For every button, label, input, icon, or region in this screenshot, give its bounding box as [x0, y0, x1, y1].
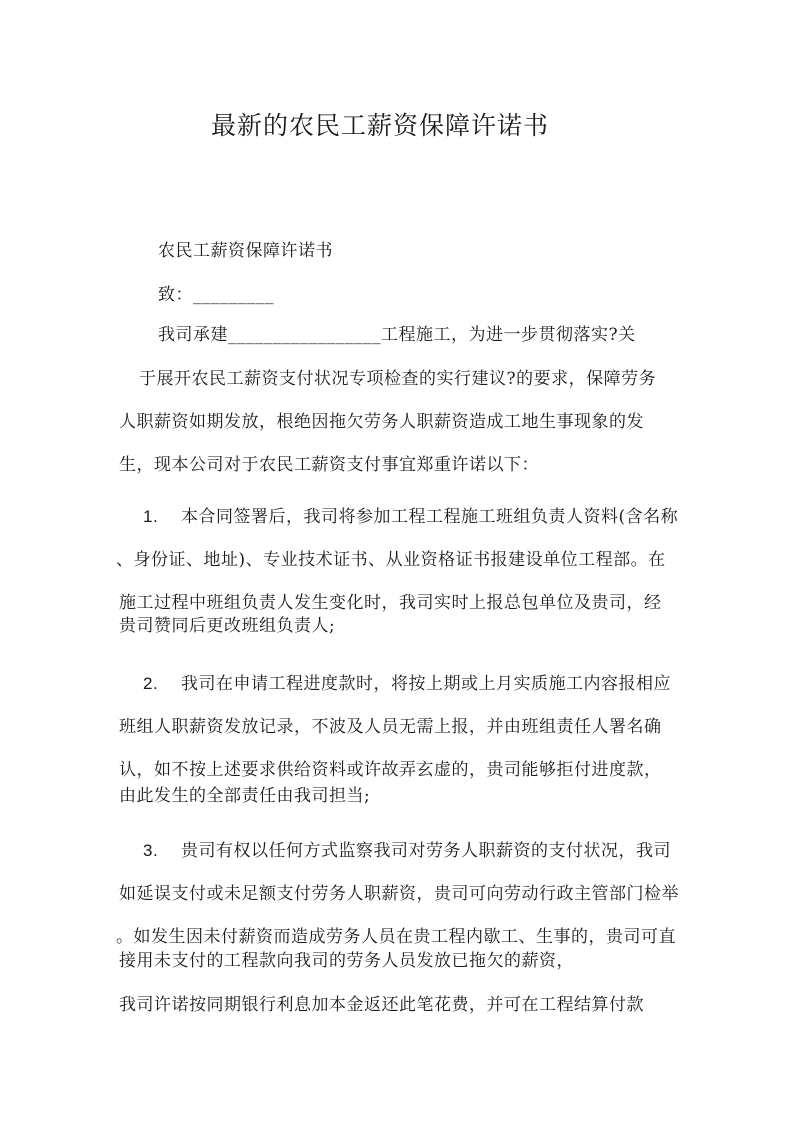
item-2-first-line	[143, 669, 671, 694]
item-3-line-4: 接用未支付的工程款向我司的劳务人员发放已拖欠的薪资，	[119, 951, 574, 971]
addressee-line: 致：_________	[158, 285, 274, 305]
intro-line-4: 生，现本公司对于农民工薪资支付事宜郑重许诺以下：	[119, 455, 539, 475]
document-title: 最新的农民工薪资保障许诺书	[210, 111, 549, 140]
item-1-number: 1.	[143, 507, 159, 526]
item-1-first-line	[143, 502, 678, 527]
intro-line-2: 于展开农民工薪资支付状况专项检查的实行建议?的要求，保障劳务	[139, 369, 657, 389]
item-3-first-line	[143, 836, 671, 861]
item-2-number: 2.	[143, 674, 159, 693]
item-2-line-1: 我司在申请工程进度款时，将按上期或上月实质施工内容报相应	[181, 674, 671, 694]
closing-line: 我司许诺按同期银行利息加本金返还此笔花费，并可在工程结算付款	[119, 995, 644, 1015]
item-1-line-4: 贵司赞同后更改班组负责人;	[119, 616, 336, 636]
intro-line-3: 人职薪资如期发放，根绝因拖欠劳务人职薪资造成工地生事现象的发	[119, 412, 644, 432]
item-2-line-4: 由此发生的全部责任由我司担当;	[119, 786, 371, 806]
item-1-line-1: 本合同签署后，我司将参加工程工程施工班组负责人资料(含名称	[181, 507, 679, 527]
item-3-line-2: 如延误支付或未足额支付劳务人职薪资，贵司可向劳动行政主管部门检举	[119, 884, 679, 904]
item-1-line-2: 、身份证、地址)、专业技术证书、从业资格证书报建设单位工程部。在	[116, 550, 666, 570]
item-2-line-3: 认，如不按上述要求供给资料或许故弄玄虚的，贵司能够拒付进度款，	[119, 760, 662, 780]
item-1-line-3: 施工过程中班组负责人发生变化时，我司实时上报总包单位及贵司，经	[119, 593, 662, 613]
item-3-number: 3.	[143, 841, 159, 860]
item-3-line-3: 。如发生因未付薪资而造成劳务人员在贵工程内歇工、生事的，贵司可直	[116, 927, 676, 947]
item-2-line-2: 班组人职薪资发放记录，不波及人员无需上报，并由班组责任人署名确	[119, 717, 662, 737]
item-3-line-1: 贵司有权以任何方式监察我司对劳务人职薪资的支付状况，我司	[181, 841, 671, 861]
document-subtitle: 农民工薪资保障许诺书	[158, 241, 333, 261]
intro-line-1: 我司承建_________________工程施工，为进一步贯彻落实?关	[158, 325, 636, 345]
